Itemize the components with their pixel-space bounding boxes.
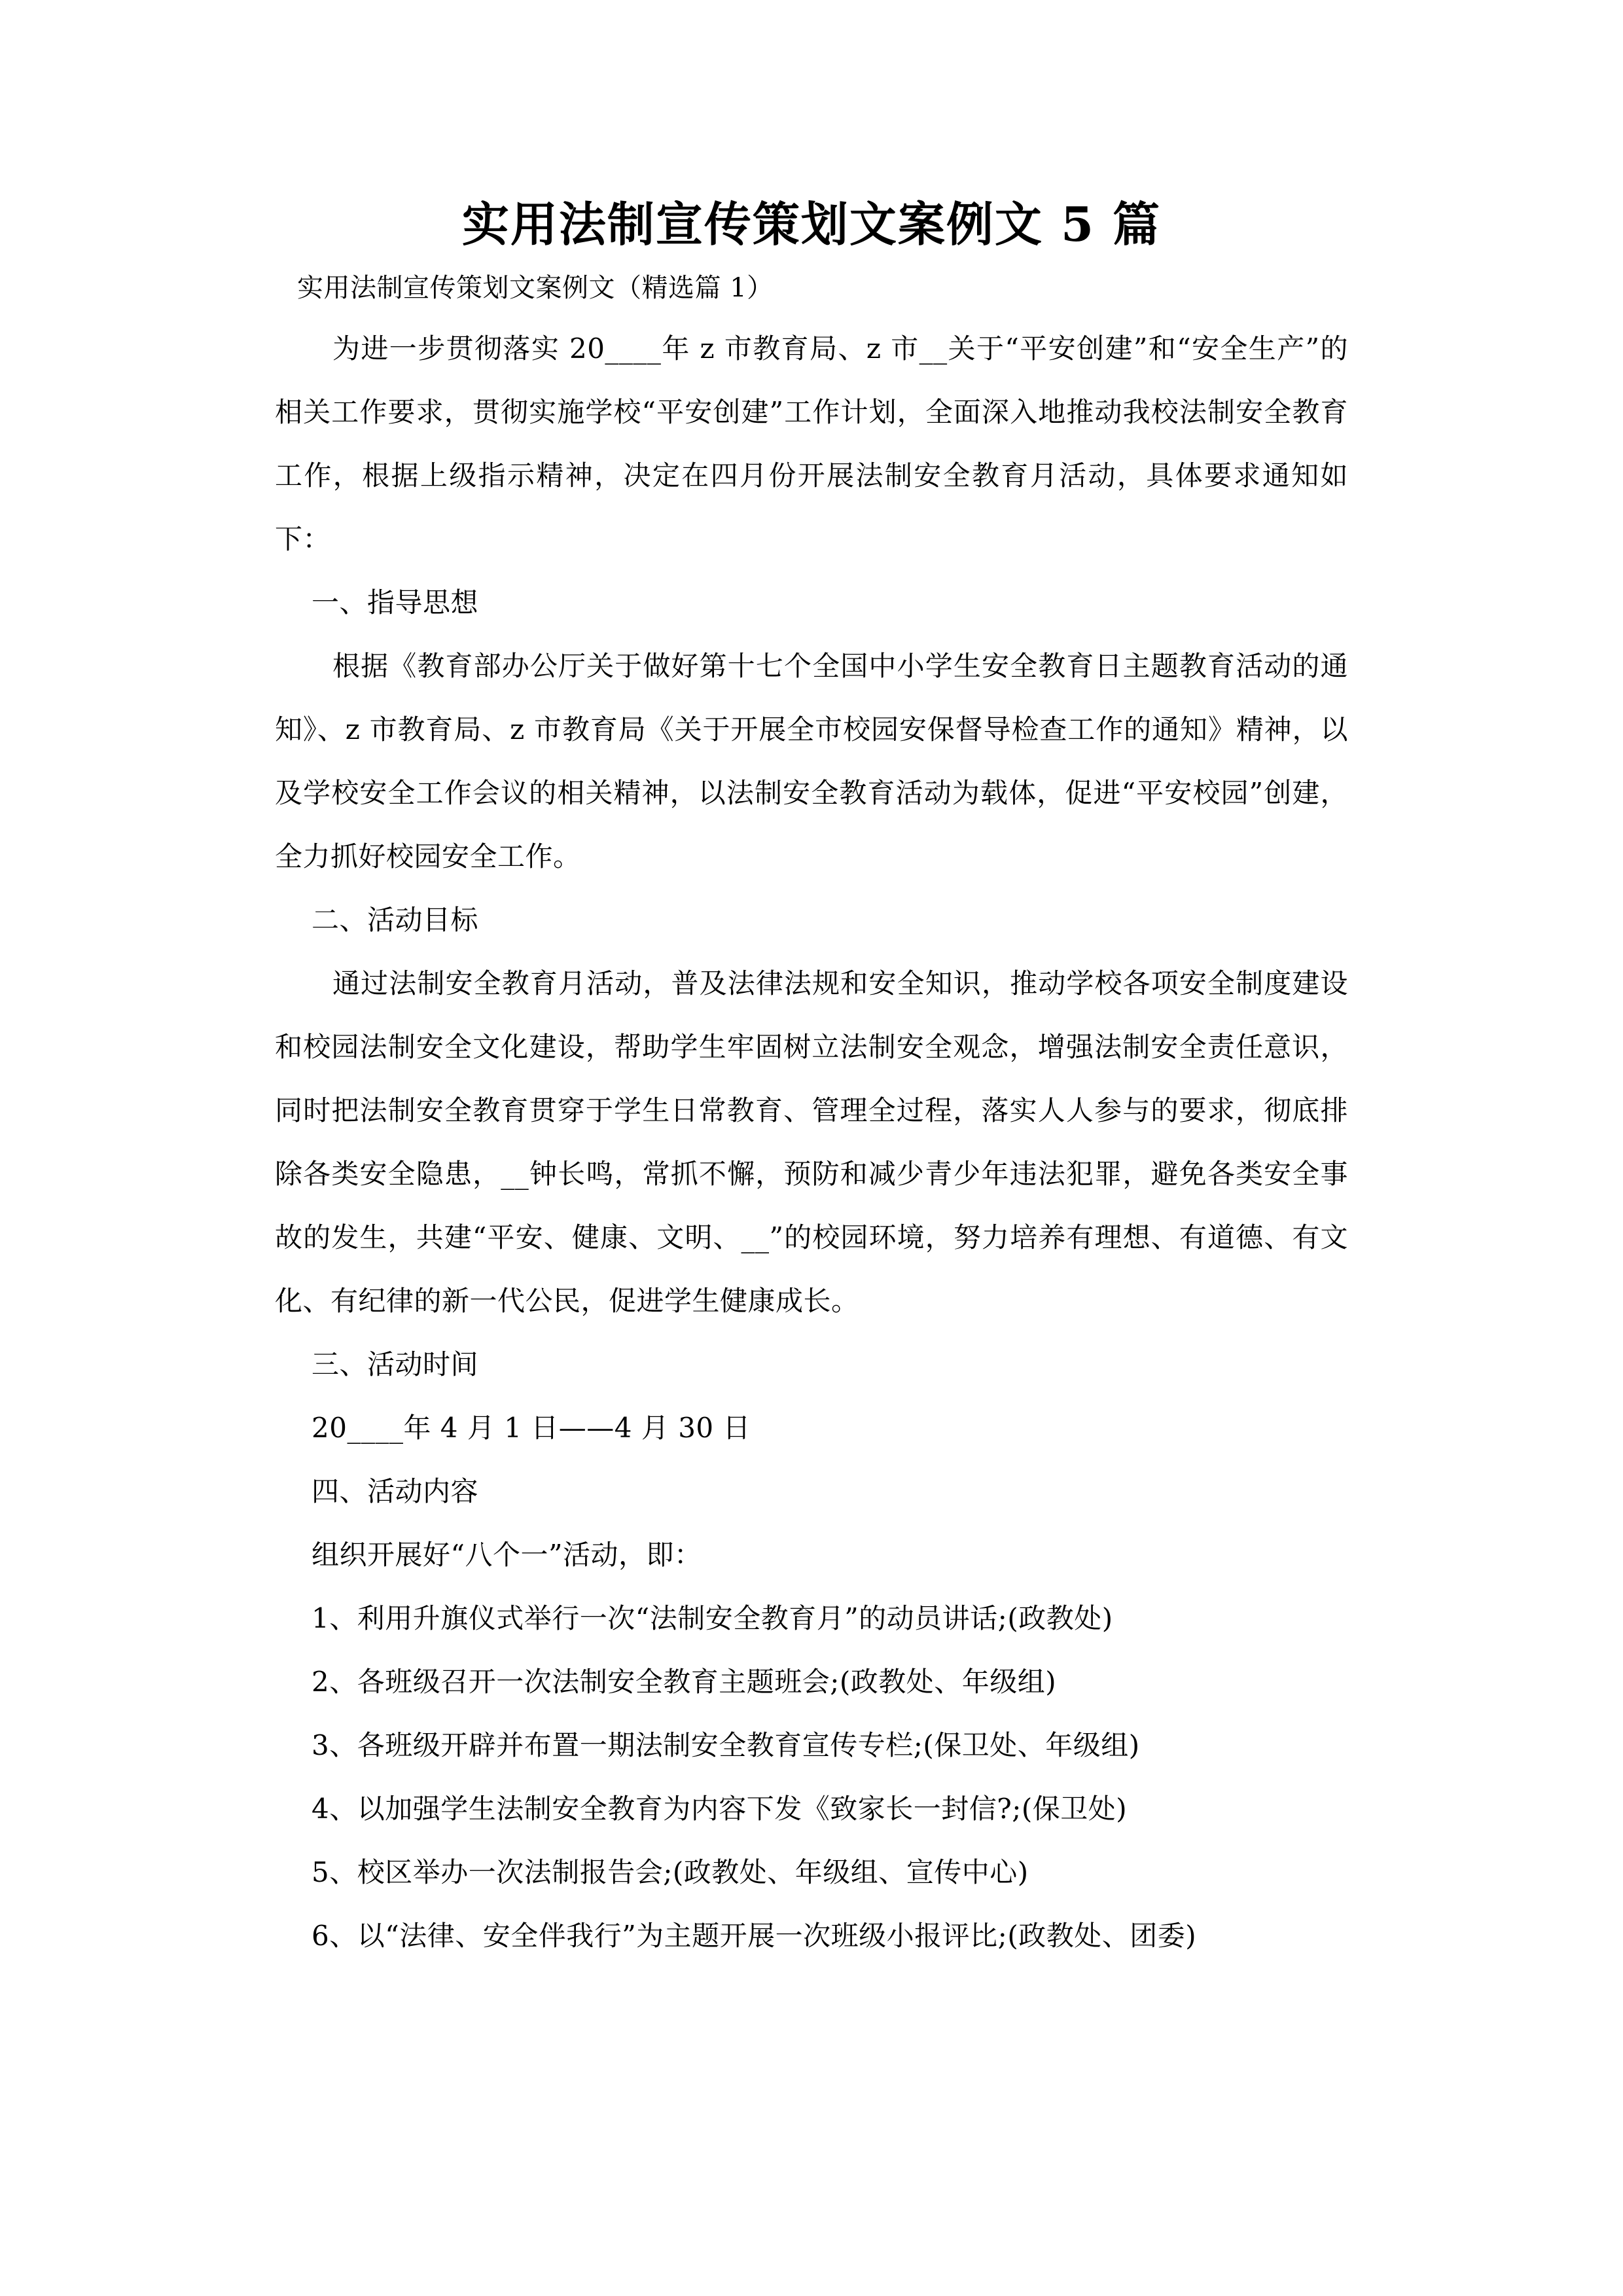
list-item: 1、利用升旗仪式举行一次“法制安全教育月”的动员讲话;(政教处) [312,1602,1113,1635]
document-subtitle: 实用法制宣传策划文案例文（精选篇 1） [297,273,774,304]
section-heading-2: 二、活动目标 [312,904,479,937]
section-heading-4: 四、活动内容 [312,1475,479,1508]
page-title: 实用法制宣传策划文案例文 5 篇 [461,196,1162,252]
list-item: 4、以加强学生法制安全教育为内容下发《致家长一封信?;(保卫处) [312,1793,1128,1825]
section-body-4: 组织开展好“八个一”活动，即： [312,1539,702,1571]
list-item: 3、各班级开辟并布置一期法制安全教育宣传专栏;(保卫处、年级组) [312,1729,1140,1762]
intro-paragraph: 为进一步贯彻落实 20____年 z 市教育局、z 市__关于“平安创建”和“安全生产”的相关工作要求，贯彻实施学校“平安创建”工作计划，全面深入地推动我校法制安全教育工作，根据上级指示精神，决定在四月份开展法制安全教育月活动，具体要求通知如下： [275,332,1348,556]
document-body [275,270,1348,1967]
section-body-1: 根据《教育部办公厅关于做好第十七个全国中小学生安全教育日主题教育活动的通知》、z 市教育局、z 市教育局《关于开展全市校园安保督导检查工作的通知》精神，以及学校安全工作会议的相关精神，以法制安全教育活动为载体，促进“平安校园”创建，全力抓好校园安全工作。 [275,650,1348,873]
section-heading-3: 三、活动时间 [312,1348,479,1381]
list-item: 2、各班级召开一次法制安全教育主题班会;(政教处、年级组) [312,1666,1057,1698]
activity-list [275,1587,1348,1967]
list-item: 5、校区举办一次法制报告会;(政教处、年级组、宣传中心) [312,1856,1029,1889]
section-body-3: 20____年 4 月 1 日——4 月 30 日 [312,1412,751,1444]
list-item: 6、以“法律、安全伴我行”为主题开展一次班级小报评比;(政教处、团委) [312,1920,1197,1952]
section-body-2: 通过法制安全教育月活动，普及法律法规和安全知识，推动学校各项安全制度建设和校园法制安全文化建设，帮助学生牢固树立法制安全观念，增强法制安全责任意识，同时把法制安全教育贯穿于学生日常教育、管理全过程，落实人人参与的要求，彻底排除各类安全隐患，__钟长鸣，常抓不懈，预防和减少青少年违法犯罪，避免各类安全事故的发生，共建“平安、健康、文明、__”的校园环境，努力培养有理想、有道德、有文化、有纪律的新一代公民，促进学生健康成长。 [275,967,1348,1318]
section-heading-1: 一、指导思想 [312,586,479,619]
